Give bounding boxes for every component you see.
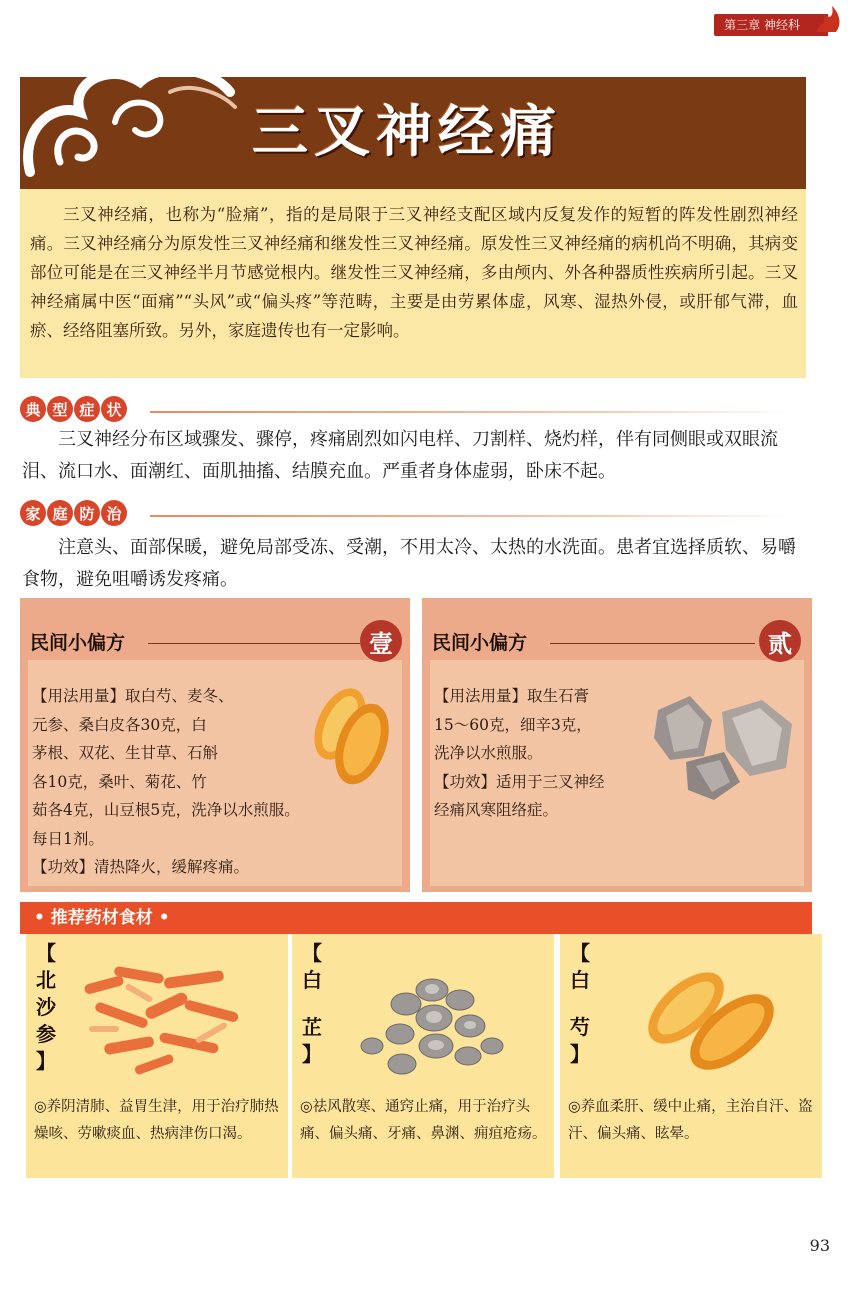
herb-card-3 <box>560 934 822 1178</box>
heading-char: 型 <box>47 396 73 422</box>
herb-description: ◎养血柔肝、缓中止痛，主治自汗、盗汗、偏头痛、眩晕。 <box>568 1099 813 1142</box>
page-title: 三叉神经痛 <box>252 99 562 165</box>
herb-card-1 <box>26 934 288 1178</box>
remedy-line: 15～60克，细辛3克， <box>434 715 592 734</box>
remedy-text <box>434 682 654 825</box>
remedy-line: 【功效】清热降火，缓解疼痛。 <box>32 858 250 876</box>
remedy-line: 经痛风寒阻络症。 <box>434 801 559 819</box>
herb-name-char: 【 <box>302 941 322 965</box>
herb-name-char: 【 <box>36 941 56 965</box>
remedy-line: 茅根、双花、生甘草、石斛 <box>32 744 219 762</box>
herb-name-char: 参 <box>36 1022 56 1046</box>
white-peony-slice-image <box>292 682 404 794</box>
remedy-number-badge: 贰 <box>759 620 801 662</box>
heading-char: 家 <box>20 500 46 526</box>
chapter-tab <box>714 14 828 36</box>
remedy-line: 元参、桑白皮各30克，白 <box>32 715 207 734</box>
herb-name-char: 芷 <box>302 1015 322 1039</box>
herb-name <box>570 940 592 1068</box>
remedy-line: 各10克，桑叶、菊花、竹 <box>32 772 207 791</box>
remedy-title: 民间小偏方 <box>30 632 126 654</box>
herb-name-char: 芍 <box>570 1015 590 1039</box>
cloud-ornament-icon <box>20 52 240 192</box>
remedy-rule <box>148 643 360 644</box>
herb-name-char: 沙 <box>36 995 56 1019</box>
symptoms-heading <box>20 396 128 422</box>
white-peony-root-image <box>628 962 796 1082</box>
remedy-card-1 <box>20 598 410 892</box>
remedy-number-badge: 壹 <box>360 620 402 662</box>
remedy-line: 【功效】适用于三叉神经 <box>434 772 605 791</box>
herb-description: ◎祛风散寒、通窍止痛，用于治疗头痛、偏头痛、牙痛、鼻渊、痈疽疮疡。 <box>300 1099 547 1142</box>
herb-name-char: 白 <box>570 968 590 992</box>
chapter-label: 第三章 神经科 <box>724 18 800 32</box>
heading-char: 典 <box>20 396 46 422</box>
symptoms-text: 三叉神经分布区域骤发、骤停，疼痛剧烈如闪电样、刀割样、烧灼样，伴有同侧眼或双眼流泪、流口水、面潮红、面肌抽搐、结膜充血。严重者身体虚弱，卧床不起。 <box>22 429 778 482</box>
remedy-line: 茹各4克，山豆根5克，洗净以水煎服。 <box>32 801 300 819</box>
remedy-line: 洗净以水煎服。 <box>434 744 543 762</box>
section-divider <box>150 515 790 517</box>
prevention-heading <box>20 500 128 526</box>
glehnia-root-image <box>74 960 264 1082</box>
section-divider <box>150 411 790 413</box>
recommend-title: • 推荐药材食材 • <box>34 908 170 928</box>
herb-card-2 <box>292 934 554 1178</box>
remedy-title: 民间小偏方 <box>432 632 528 654</box>
prevention-text: 注意头、面部保暖，避免局部受冻、受潮，不用太冷、太热的水洗面。患者宜选择质软、易嚼食物，避免咀嚼诱发疼痛。 <box>22 537 796 590</box>
intro-paragraph: 三叉神经痛，也称为“脸痛”，指的是局限于三叉神经支配区域内反复发作的短暂的阵发性剧烈神经痛。三叉神经痛分为原发性三叉神经痛和继发性三叉神经痛。原发性三叉神经痛的病机尚不明确，其病变部位可能是在三叉神经半月节感觉根内。继发性三叉神经痛，多由颅内、外各种器质性疾病所引起。三叉神经痛属中医“面痛”“头风”或“偏头疼”等范畴，主要是由劳累体虚，风寒、湿热外侵，或肝郁气滞，血瘀、经络阻塞所致。另外，家庭遗传也有一定影响。 <box>30 205 798 340</box>
gypsum-stone-image <box>650 690 800 808</box>
heading-char: 症 <box>74 396 100 422</box>
herb-name-char: 】 <box>302 1042 322 1066</box>
herb-name-char: 北 <box>36 968 56 992</box>
herb-description: ◎养阴清肺、益胃生津，用于治疗肺热燥咳、劳嗽痰血、热病津伤口渴。 <box>34 1099 279 1142</box>
angelica-dahurica-slices-image <box>342 974 522 1082</box>
remedy-line: 【用法用量】取生石膏 <box>434 687 590 705</box>
remedy-line: 【用法用量】取白芍、麦冬、 <box>32 687 234 705</box>
heading-char: 庭 <box>47 500 73 526</box>
page-number: 93 <box>809 1236 830 1255</box>
herb-name <box>302 940 324 1068</box>
herb-name-char: 白 <box>302 968 322 992</box>
flame-ornament-icon <box>812 4 842 34</box>
remedy-line: 每日1剂。 <box>32 829 104 848</box>
heading-char: 防 <box>74 500 100 526</box>
herb-name <box>36 940 58 1075</box>
herb-name-char: 】 <box>36 1049 56 1073</box>
remedy-card-2 <box>422 598 812 892</box>
herb-name-char: 】 <box>570 1042 590 1066</box>
heading-char: 状 <box>101 396 127 422</box>
remedy-rule <box>550 643 755 644</box>
herb-name-char: 【 <box>570 941 590 965</box>
heading-char: 治 <box>101 500 127 526</box>
